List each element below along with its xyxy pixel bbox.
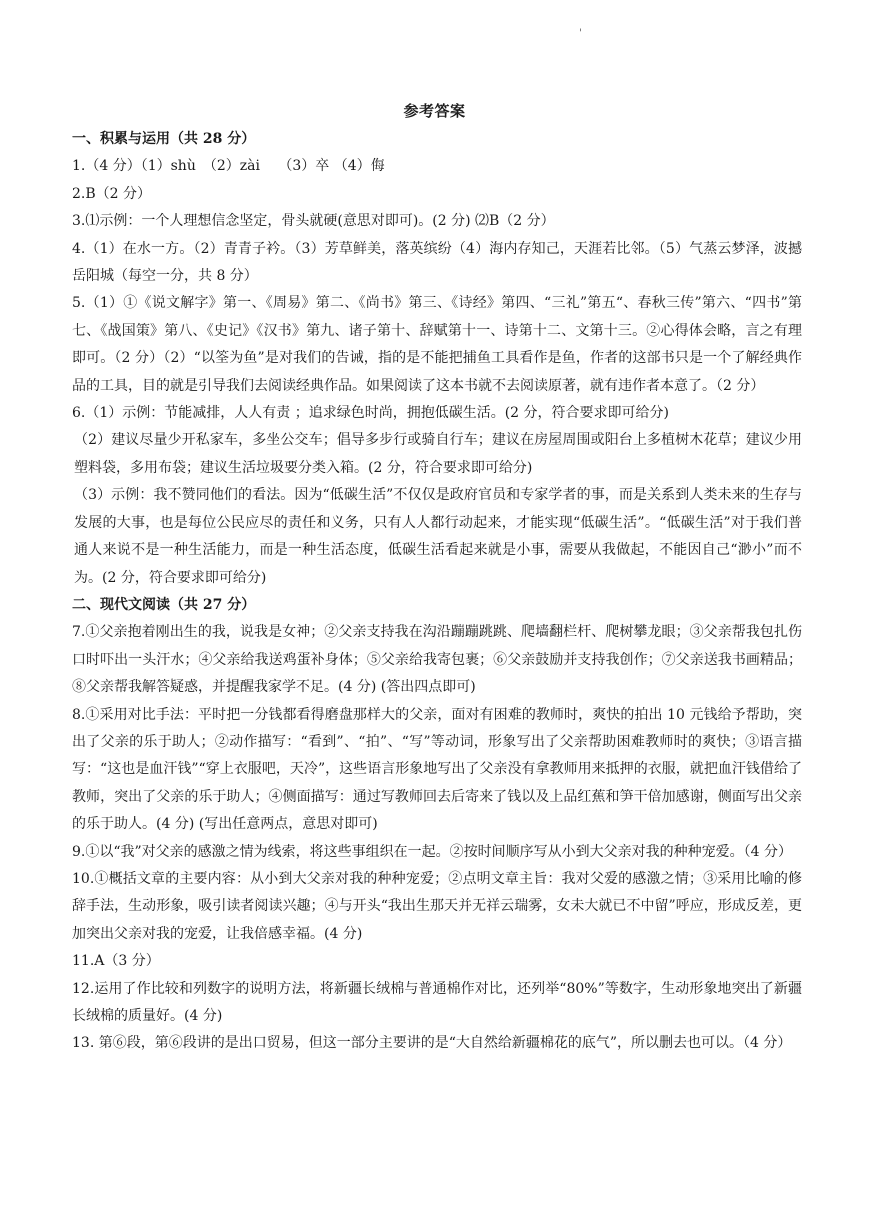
section-heading-1: 一、积累与运用（共 28 分） [72, 131, 256, 147]
answer-item-1: 1.（4 分）（1）shù （2）zài （3）卒 （4）侮 [72, 158, 385, 175]
answer-item-7: 7.①父亲抱着刚出生的我，说我是女神；②父亲支持我在沟沿蹦蹦跳跳、爬墙翻栏杆、爬树攀龙眼；③父亲帮我包扎伤口时吓出一头汗水；④父亲给我送鸡蛋补身体；⑤父亲给我寄包裹；⑥父亲鼓励并支持我创作；⑦父亲送我书画精品；⑧父亲帮我解答疑惑，并提醒我家学不足。(4 分) (答出四点即可) [72, 624, 802, 696]
answer-item-8: 8.①采用对比手法：平时把一分钱都看得磨盘那样大的父亲，面对有困难的教师时，爽快的拍出 10 元钱给予帮助，突出了父亲的乐于助人；②动作描写：“看到”、“拍”、“写”等动词，形象写出了父亲帮助困难教师时的爽快；③语言描写：“这也是血汗钱”“穿上衣服吧，天冷”，这些语言形象地写出了父亲没有拿教师用来抵押的衣服，就把血汗钱借给了教师，突出了父亲的乐于助人；④侧面描写：通过写教师回去后寄来了钱以及上品红蕉和笋干倍加感谢，侧面写出父亲的乐于助人。(4 分) (写出任意两点，意思对即可) [72, 706, 802, 833]
answer-item-11: 11.A（3 分） [72, 953, 160, 970]
answer-item-10: 10.①概括文章的主要内容：从小到大父亲对我的种种宠爱；②点明文章主旨：我对父爱的感激之情；③采用比喻的修辞手法，生动形象，吸引读者阅读兴趣；④与开头“我出生那天并无祥云瑞雾，女未大就已不中留”呼应，形成反差，更加突出父亲对我的宠爱，让我倍感幸福。(4 分) [72, 870, 802, 942]
answer-item-6-1: 6.（1）示例：节能减排，人人有责 ；追求绿色时尚，拥抱低碳生活。(2 分，符合要求即可给分) [72, 405, 669, 422]
answer-item-6-2: （2）建议尽量少开私家车，多坐公交车；倡导多步行或骑自行车；建议在房屋周围或阳台上多植树木花草；建议少用塑料袋，多用布袋；建议生活垃圾要分类入箱。(2 分，符合要求即可给分) [74, 432, 802, 476]
answer-item-9: 9.①以“我”对父亲的感激之情为线索，将这些事组织在一起。②按时间顺序写从小到大父亲对我的种种宠爱。（4 分） [72, 843, 793, 860]
page-mark: ' [579, 28, 582, 39]
answer-item-3: 3.⑴示例：一个人理想信念坚定，骨头就硬(意思对即可)。(2 分) ⑵B（2 分） [72, 213, 555, 230]
answer-item-2: 2.B（2 分） [72, 185, 152, 202]
answer-item-6-3: （3）示例：我不赞同他们的看法。因为“低碳生活”不仅仅是政府官员和专家学者的事，而是关系到人类未来的生存与发展的大事，也是每位公民应尽的责任和义务，只有人人都行动起来，才能实现“低碳生活”。“低碳生活”对于我们普通人来说不是一种生活能力，而是一种生活态度，低碳生活看起来就是小事，需要从我做起，不能因自己“渺小”而不为。(2 分，符合要求即可给分) [74, 487, 802, 586]
answer-content [72, 126, 802, 1058]
section-heading-2: 二、现代文阅读（共 27 分） [72, 596, 256, 613]
answer-item-5: 5.（1）①《说文解字》第一、《周易》第二、《尚书》第三、《诗经》第四、“三礼”第五“、春秋三传”第六、“四书”第七、《战国策》第八、《史记》《汉书》第九、诸子第十、辞赋第十一、诗第十二、文第十三。②心得体会略，言之有理即可。（2 分）（2）“以筌为鱼”是对我们的告诫，指的是不能把捕鱼工具看作是鱼，作者的这部书只是一个了解经典作品的工具，目的就是引导我们去阅读经典作品。如果阅读了这本书就不去阅读原著，就有违作者本意了。（2 分） [72, 295, 802, 394]
answer-item-13: 13. 第⑥段，第⑥段讲的是出口贸易，但这一部分主要讲的是“大自然给新疆棉花的底气”，所以删去也可以。（4 分） [72, 1035, 792, 1052]
page-title: 参考答案 [403, 102, 466, 120]
answer-item-4: 4.（1）在水一方。（2）青青子衿。（3）芳草鲜美，落英缤纷（4）海内存知己，天涯若比邻。（5）气蒸云梦泽，波撼岳阳城（每空一分，共 8 分） [72, 240, 802, 285]
answer-item-12: 12.运用了作比较和列数字的说明方法，将新疆长绒棉与普通棉作对比，还列举“80%”等数字，生动形象地突出了新疆长绒棉的质量好。(4 分) [72, 980, 802, 1024]
